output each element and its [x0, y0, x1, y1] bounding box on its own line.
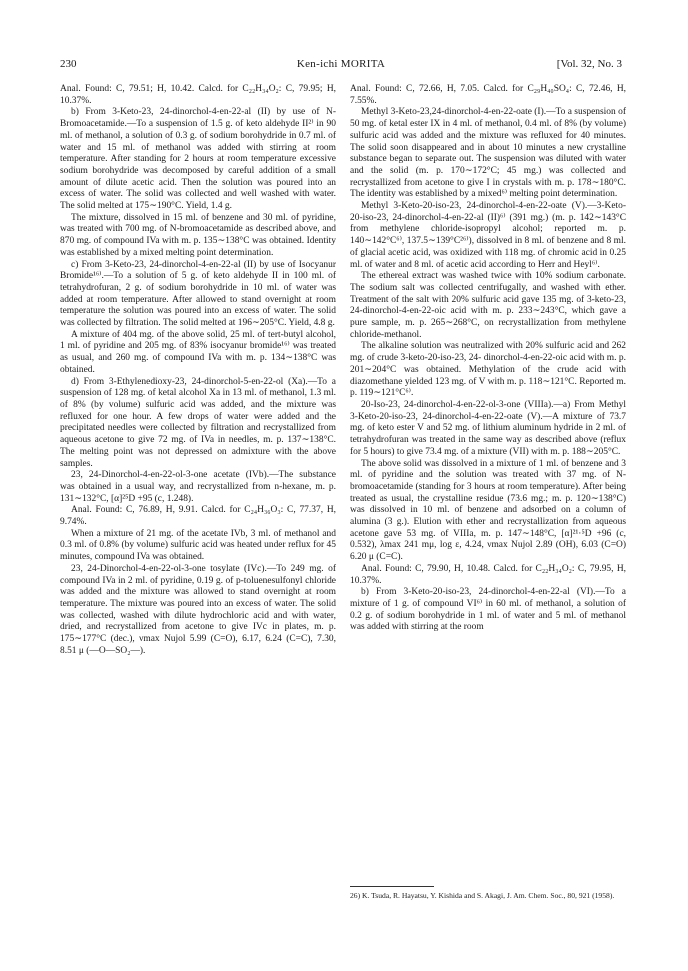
- paragraph: 23, 24-Dinorchol-4-en-22-ol-3-one acetate (IVb).—The substance was obtained in a usual way, and recrystallized from n-hexane, m. p. 131∼132°C, [α]²⁵D +95 (c, 1.248).: [60, 470, 336, 504]
- paragraph: A mixture of 404 mg. of the above solid, 25 ml. of tert-butyl alcohol, 1 ml. of pyridine and 205 mg. of 83% isocyanur bromide¹⁶⁾ was treated as usual, and 260 mg. of compound IVa with m. p. 134∼138°C was obtained.: [60, 329, 336, 375]
- paragraph: Anal. Found: C, 79.90, H, 10.48. Calcd. for C₂₂H₃₄O₂: C, 79.95, H, 10.37%.: [350, 563, 626, 586]
- paragraph: Anal. Found: C, 72.66, H, 7.05. Calcd. for C₂₉H₄₀SO₄: C, 72.46, H, 7.55%.: [350, 84, 626, 106]
- right-column: [350, 84, 626, 634]
- volume-info: [Vol. 32, No. 3: [556, 58, 622, 70]
- page-number: 230: [60, 58, 77, 70]
- paragraph: Methyl 3-Keto-23,24-dinorchol-4-en-22-oate (I).—To a suspension of 50 mg. of ketal ester IX in 4 ml. of methanol, 0.4 ml. of 8% (by volume) sulfuric acid was added and the mixture was refluxed for 40 minutes. The solid soon disappeared and in about 10 minutes a new crystalline substance began to separate out. The suspension was diluted with water and the solid (m. p. 170∼172°C; 45 mg.) was collected and recrystallized from acetone to give I in crystals with m. p. 178∼180°C. The identity was established by a mixed⁶⁾ melting point determination.: [350, 107, 626, 200]
- paragraph: 23, 24-Dinorchol-4-en-22-ol-3-one tosylate (IVc).—To 249 mg. of compound IVa in 2 ml. of pyridine, 0.19 g. of p-toluenesulfonyl chloride was added and the mixture was allowed to stand overnight at room temperature. The mixture was poured into an excess of water. The solid was collected, washed with dilute hydrochloric acid and with water, dried, and recrystallized from acetone to give IVc in plates, m. p. 175∼177°C (dec.), νmax Nujol 5.99 (C=O), 6.17, 6.24 (C=C), 7.30, 8.51 μ (—O—SO₂—).: [60, 563, 336, 656]
- paragraph: The above solid was dissolved in a mixture of 1 ml. of benzene and 3 ml. of pyridine and the solution was treated with 37 mg. of N-bromoacetamide (standing for 3 hours at room temperature). After being treated as usual, the crystalline residue (73.6 mg.; m. p. 120∼138°C) was dissolved in 10 ml. of benzene and adsorbed on a column of alumina (3 g.). Elution with ether and recrystallization from aqueous acetone gave 53 mg. of VIIIa, m. p. 147∼148°C, [α]²¹·⁵D +96 (c, 0.532), λmax 241 mμ, log ε, 4.24, νmax Nujol 2.89 (OH), 6.03 (C=O) 6.20 μ (C=C).: [350, 458, 626, 563]
- running-header: [60, 58, 622, 74]
- paragraph: c) From 3-Keto-23, 24-dinorchol-4-en-22-al (II) by use of Isocyanur Bromide¹⁶⁾.—To a solution of 5 g. of keto aldehyde II in 100 ml. of tetrahydrofuran, 2 g. of sodium borohydride in 10 ml. of water was added at room temperature. After allowed to stand overnight at room temperature the solution was poured into an excess of water. The solid was collected by filtration. The solid melted at 196∼205°C. Yield, 4.8 g.: [60, 259, 336, 329]
- paragraph: The ethereal extract was washed twice with 10% sodium carbonate. The sodium salt was collected centrifugally, and washed with ether. Treatment of the salt with 20% sulfuric acid gave 135 mg. of 3-keto-23, 24-dinorchol-4-en-22-oic acid with m. p. 233∼243°C, which gave a pure sample, m. p. 265∼268°C, on recrystallization from methylene chloride-methanol.: [350, 271, 626, 340]
- footnote-rule: [350, 886, 434, 887]
- paragraph: The mixture, dissolved in 15 ml. of benzene and 30 ml. of pyridine, was treated with 700 mg. of N-bromoacetamide as described above, and 870 mg. of compound IVa with m. p. 135∼138°C was obtained. Identity was established by a mixed melting point determination.: [60, 212, 336, 258]
- footnotes: [350, 886, 626, 901]
- paragraph: Anal. Found: C, 76.89, H, 9.91. Calcd. for C₂₄H₃₆O₃: C, 77.37, H, 9.74%.: [60, 505, 336, 528]
- paragraph: 20-Iso-23, 24-dinorchol-4-en-22-ol-3-one (VIIIa).—a) From Methyl 3-Keto-20-iso-23, 24-dinorchol-4-en-22-oate (V).—A mixture of 73.7 mg. of keto ester V and 52 mg. of lithium aluminum hydride in 2 ml. of tetrahydrofuran was treated in the same way as described above (reflux for 5 hours) to give 73.4 mg. of a mixture (VII) with m. p. 188∼205°C.: [350, 399, 626, 457]
- left-column: [60, 84, 336, 657]
- paragraph: When a mixture of 21 mg. of the acetate IVb, 3 ml. of methanol and 0.3 ml. of 0.8% (by volume) sulfuric acid was heated under reflux for 45 minutes, compound IVa was obtained.: [60, 528, 336, 563]
- paragraph: b) From 3-Keto-20-iso-23, 24-dinorchol-4-en-22-al (VI).—To a mixture of 1 g. of compound VI⁶⁾ in 60 ml. of methanol, a solution of 0.2 g. of sodium borohydride in 1 ml. of water and 5 ml. of methanol was added with stirring at the room: [350, 587, 626, 633]
- paragraph: d) From 3-Ethylenedioxy-23, 24-dinorchol-5-en-22-ol (Xa).—To a suspension of 128 mg. of ketal alcohol Xa in 13 ml. of methanol, 1.3 ml. of 8% (by volume) sulfuric acid was added, and the mixture was refluxed for one hour. A few drops of water were added and the precipitated needles were collected by filtration and recrystallized from aqueous acetone to give 72 mg. of IVa in needles, m. p. 137∼138°C. The melting point was not depressed on admixture with the above samples.: [60, 376, 336, 469]
- paragraph: The alkaline solution was neutralized with 20% sulfuric acid and 262 mg. of crude 3-keto-20-iso-23, 24- dinorchol-4-en-22-oic acid with m. p. 201∼204°C was obtained. Methylation of the crude acid with diazomethane yielded 123 mg. of V with m. p. 118∼121°C. Reported m. p. 119∼121°C⁶⁾.: [350, 341, 626, 399]
- running-author: Ken-ichi MORITA: [296, 58, 386, 70]
- paragraph: Methyl 3-Keto-20-iso-23, 24-dinorchol-4-en-22-oate (V).—3-Keto-20-iso-23, 24-dinorchol-4-en-22-al (II)⁶⁾ (391 mg.) (m. p. 142∼143°C from methylene chloride-isopropyl alcohol; reported m. p. 140∼142°C⁶⁾, 137.5∼139°C²⁶⁾), dissolved in 8 ml. of benzene and 8 ml. of glacial acetic acid, was oxidized with 118 mg. of chromic acid in 0.25 ml. of water and 8 ml. of acetic acid according to Herr and Heyl⁶⁾.: [350, 201, 626, 270]
- paragraph: b) From 3-Keto-23, 24-dinorchol-4-en-22-al (II) by use of N-Bromoacetamide.—To a suspension of 1.5 g. of keto aldehyde II²⁾ in 90 ml. of methanol, a solution of 0.3 g. of sodium borohydride in 0.7 ml. of water and 15 ml. of methanol was added with stirring at room temperature. After standing for 2 hours at room temperature excessive sodium borohydride was decomposed by careful addition of a small amount of dilute acetic acid. Then the solution was poured into an excess of water. The solid was collected and well washed with water. The solid melted at 175∼190°C. Yield, 1.4 g.: [60, 107, 336, 212]
- paragraph: Anal. Found: C, 79.51; H, 10.42. Calcd. for C₂₂H₃₄O₂: C, 79.95; H, 10.37%.: [60, 84, 336, 106]
- footnote: 26) K. Tsuda, R. Hayatsu, Y. Kishida and S. Akagi, J. Am. Chem. Soc., 80, 921 (1958).: [350, 891, 615, 900]
